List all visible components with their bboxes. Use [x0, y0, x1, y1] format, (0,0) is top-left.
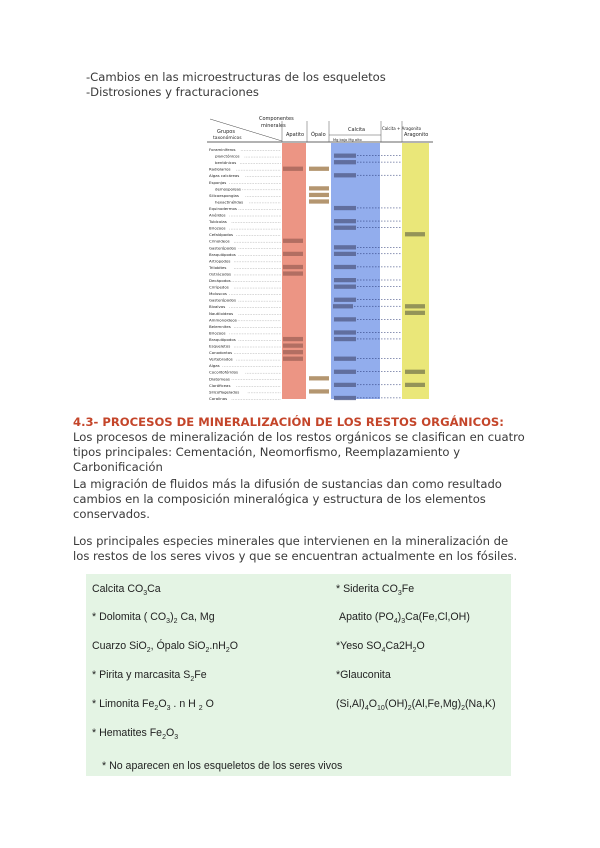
mineral-siderita: * Siderita $CO_3Fe$ — [336, 583, 415, 598]
taxon-label: hexactinélidas — [215, 199, 244, 205]
mineral-composition-chart — [205, 111, 435, 401]
taxon-label: Silicoflagelados — [209, 389, 240, 395]
section-body: Los procesos de mineralización de los restos orgánicos se clasifican en cuatro tipos principales: Cementación, Neomorfismo, Reemplazamiento y Carbonificación — [73, 430, 525, 474]
taxon-label: Nautiloideos — [209, 310, 234, 316]
header-taxonomicos: taxonómicos — [213, 136, 242, 141]
taxon-label: Algas calcáreas — [209, 173, 240, 179]
mineral-calcita: Calcita $CO_3Ca$ — [92, 583, 161, 598]
mineral-hematites: * Hematites $Fe_2O_3$ — [92, 727, 179, 742]
header-calcita: Calcita — [348, 127, 366, 133]
taxon-label: Cefalópodos — [209, 232, 234, 238]
header-minerales: minerales — [261, 123, 286, 129]
mineral-apatito: Apatito $(PO_4)_3Ca(Fe,Cl,OH)$ — [339, 611, 470, 626]
mineral-limonita: * Limonita $Fe_2O_3$ . n H $_2$ O — [92, 698, 214, 713]
taxon-label: Briozoos — [209, 330, 226, 336]
taxon-label: Cloróficeas — [209, 382, 231, 388]
taxon-label: Trilobites — [209, 264, 227, 270]
paragraph-fluid-migration: La migración de fluidos más la difusión de sustancias dan como resultado cambios en la composición mineralógica y estructura de los elementos conservados. — [73, 477, 502, 521]
taxon-label: Cirrípedos — [209, 284, 229, 290]
taxon-label: Gasterópodos — [209, 245, 236, 251]
taxon-label: Decápodos — [209, 278, 231, 283]
intro-list — [86, 70, 386, 100]
taxon-label: Silicoespongias — [209, 192, 239, 198]
taxon-label: Braquiópodos — [209, 336, 236, 342]
taxon-label: Vertebrados — [209, 356, 233, 362]
taxon-label: Diatomeas — [209, 376, 230, 382]
taxon-label: Foraminíferos — [209, 147, 236, 152]
paragraph-mineral-species: Los principales especies minerales que intervienen en la mineralización de los restos de los seres vivos y que se encuentran actualmente en los fósiles. — [73, 534, 518, 563]
taxon-label: bentónicos — [215, 160, 237, 166]
taxon-label: Equinodermos — [209, 205, 237, 211]
taxon-label: Coralinas — [209, 395, 228, 401]
header-aragonito: Aragonito — [404, 132, 429, 138]
taxon-label: Bivalvos — [209, 304, 226, 310]
taxon-label: Anélidos — [209, 212, 226, 218]
mineral-cuarzo-opalo: Cuarzo SiO$_2$, Ópalo $SiO_2.nH_2O$ — [92, 640, 238, 655]
taxon-label: Artropodos — [209, 258, 231, 264]
taxon-label: Crinoideos — [209, 238, 230, 244]
section-heading: 4.3- PROCESOS DE MINERALIZACIÓN DE LOS RESTOS ORGÁNICOS: — [73, 415, 504, 429]
mineral-composition-figure — [205, 111, 435, 401]
header-apatito: Apatito — [286, 132, 305, 138]
mineral-dolomita: * Dolomita ( $CO_3)_2$ Ca, Mg — [92, 611, 215, 626]
taxon-label: Briozoos — [209, 225, 226, 231]
mineral-yeso: *Yeso $SO_4Ca2H_2O$ — [336, 640, 425, 655]
header-calcita-mg: Mg bajo Mg alto — [333, 138, 362, 142]
taxon-label: Belemnites — [209, 323, 231, 329]
header-opalo: Ópalo — [311, 132, 326, 138]
header-componentes: Componentes — [259, 116, 294, 122]
taxon-label: Esqueletos — [209, 343, 231, 349]
header-calcita-aragonito: Calcita + Aragonito — [382, 126, 422, 131]
mineral-glauconita-formula: $(Si,Al)_4O_{10}(OH)_2(Al,Fe,Mg)_2(Na,K)$ — [336, 698, 496, 713]
taxon-label: Ostrácodos — [209, 271, 231, 277]
mineral-glauconita: *Glauconita — [336, 669, 391, 681]
intro-line-distortions: -Distrosiones y fracturaciones — [86, 85, 259, 99]
taxon-label: Ammonoideos — [209, 317, 237, 323]
taxon-label: Cocolitofóridos — [209, 369, 238, 375]
taxon-label: Moluscos — [209, 291, 227, 297]
aragonito-band — [402, 143, 429, 399]
minerals-table — [86, 574, 511, 776]
header-grupos: Grupos — [217, 129, 235, 135]
taxon-label: Conodontos — [209, 350, 233, 356]
taxon-label: Radiolarios — [209, 166, 231, 172]
taxon-label: Gasterópodos — [209, 297, 236, 303]
intro-line-microstructures: -Cambios en las microestructuras de los esqueletos — [86, 70, 386, 84]
taxon-label: Esponjas — [209, 179, 227, 185]
taxon-label: Braquiópodos — [209, 251, 236, 257]
minerals-footnote: * No aparecen en los esqueletos de los seres vivos — [102, 760, 343, 772]
taxon-label: demosponjas — [215, 186, 241, 192]
taxon-label: Tubícolas — [209, 219, 227, 225]
taxon-label: Algas — [209, 363, 220, 369]
taxon-label: planctónicos — [215, 153, 240, 159]
opalo-band — [308, 143, 328, 399]
mineral-pirita: * Pirita y marcasita $S_2Fe$ — [92, 669, 207, 684]
mineralization-section — [73, 415, 525, 475]
